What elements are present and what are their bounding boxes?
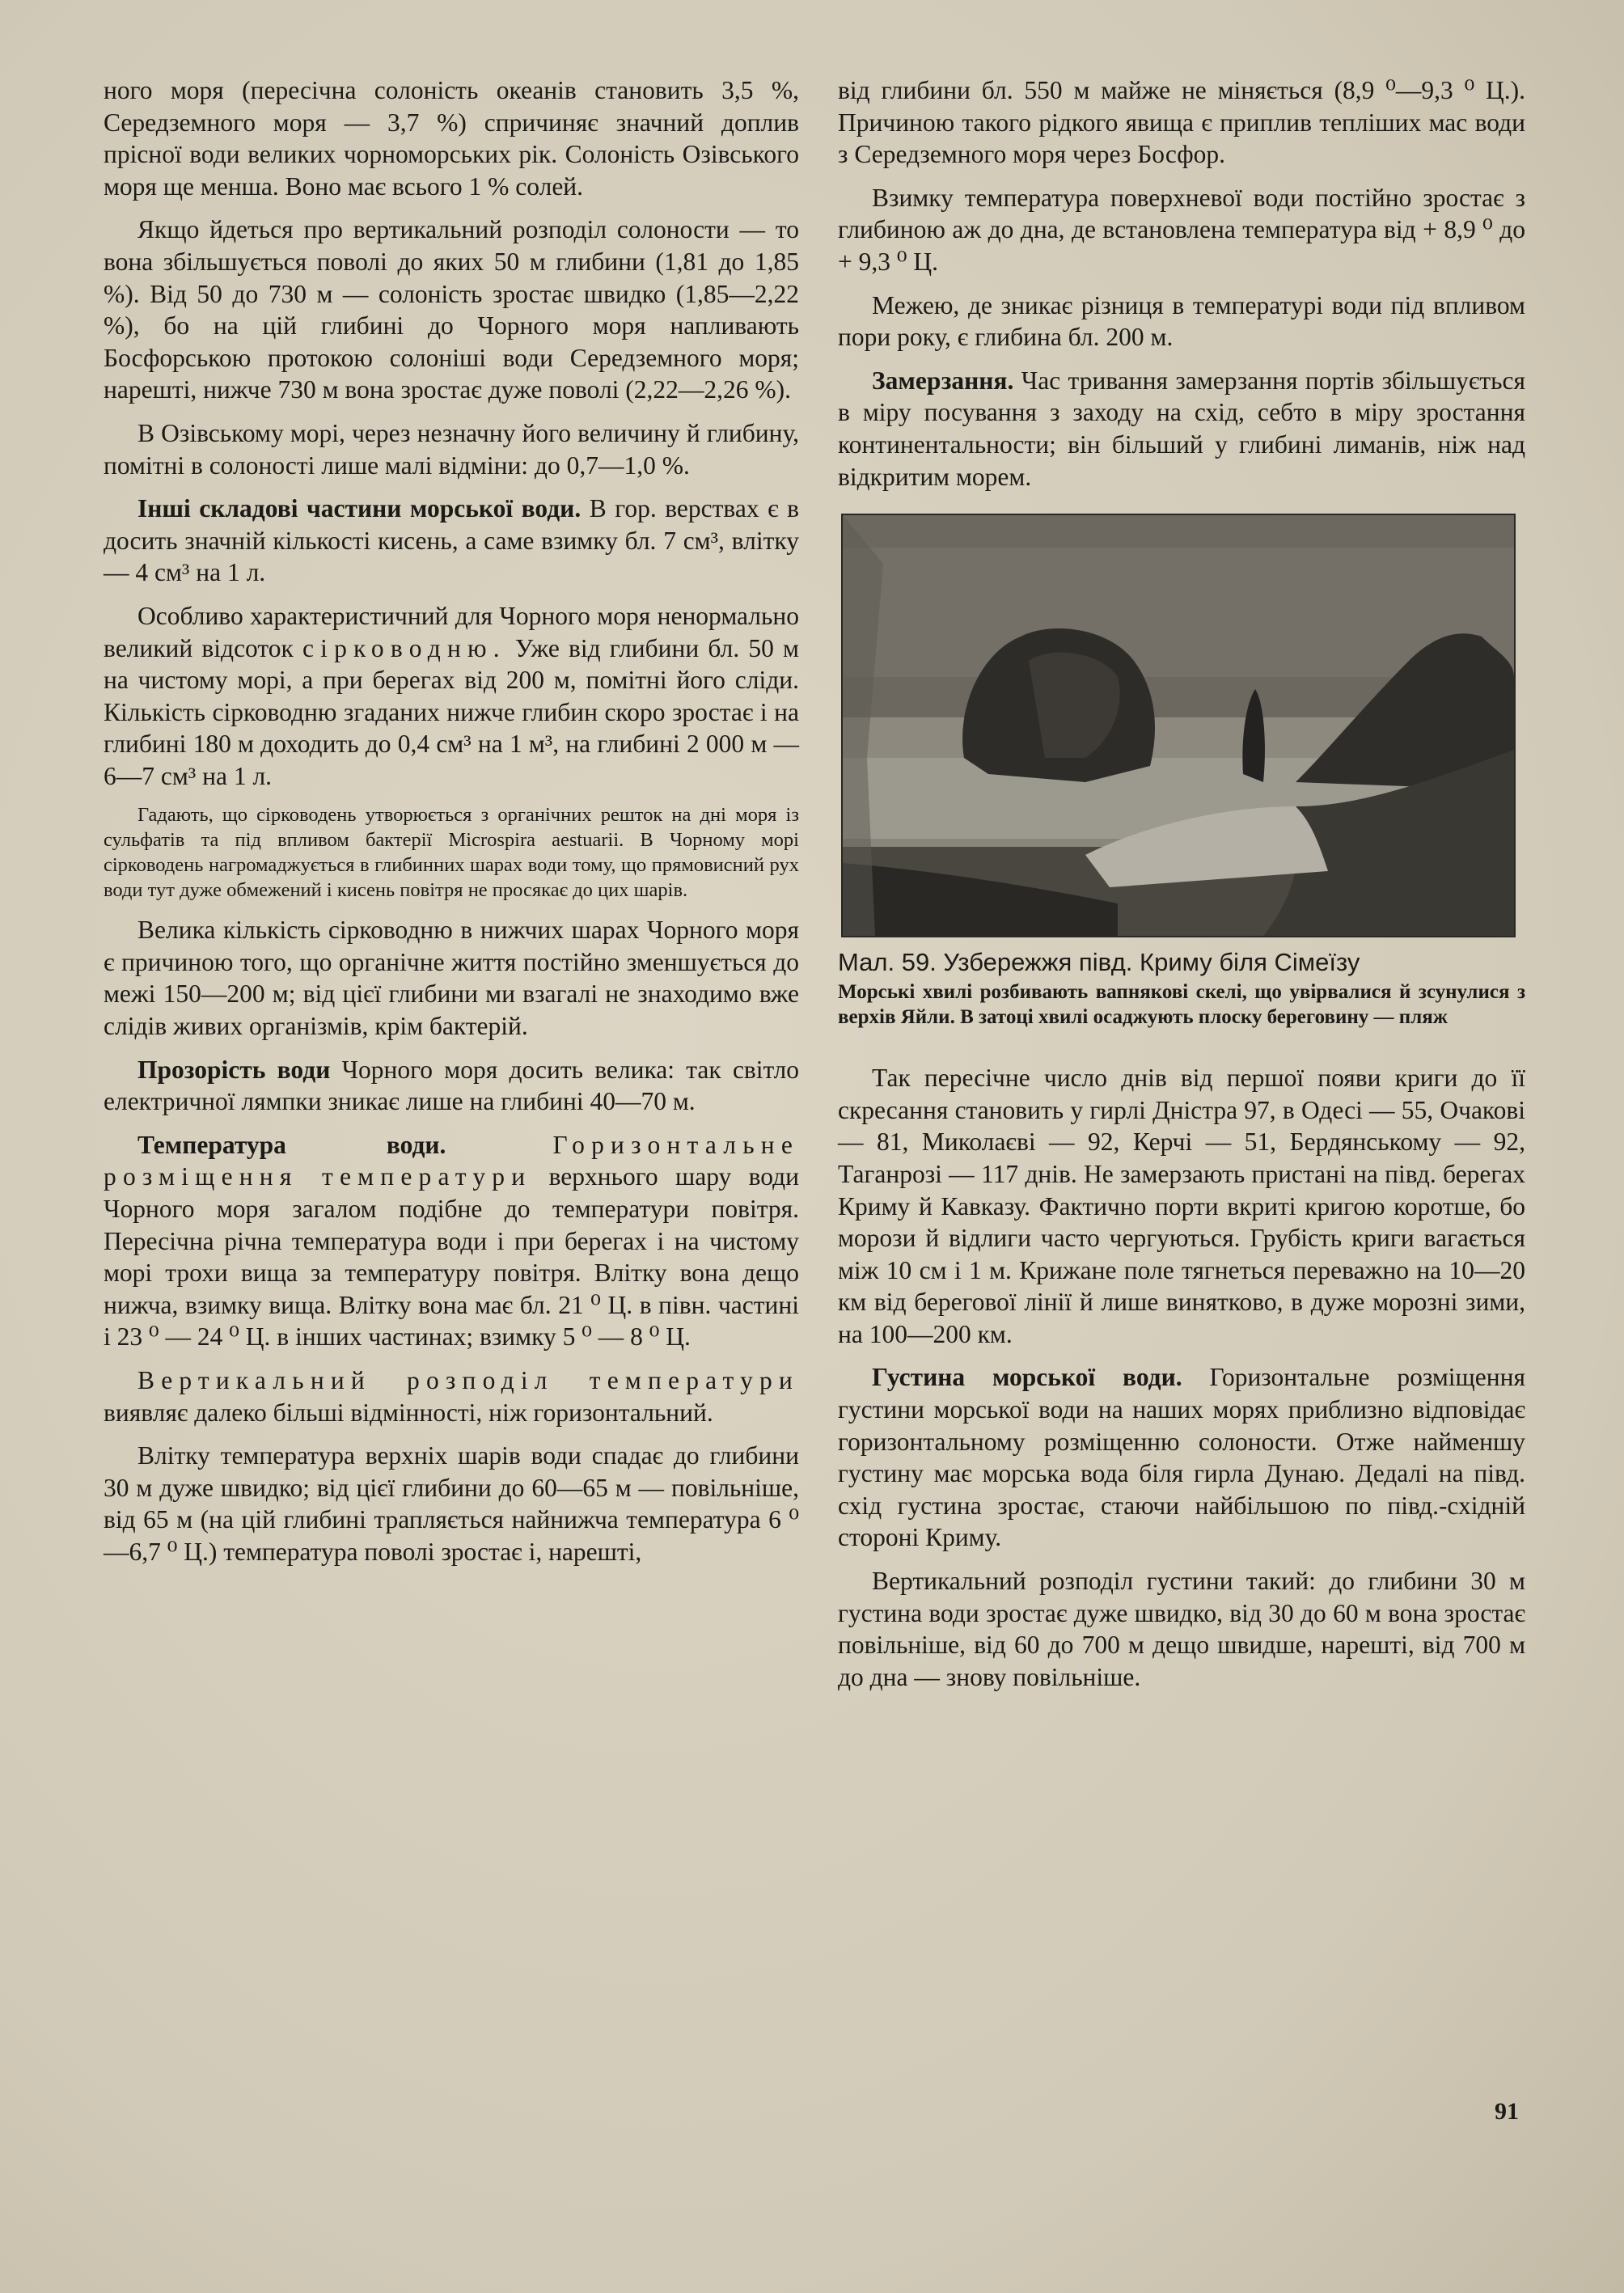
coast-photo-illustration <box>843 515 1514 936</box>
crimea-coast-photo <box>841 514 1516 937</box>
paragraph: Влітку температура верхніх шарів води спадає до глибини 30 м дуже швидко; від цієї глибини до 60—65 м — повільніше, від 65 м (на цій глибині трапляється найнижча температура 6 ⁰—6,7 ⁰ Ц.) температура поволі зростає і, нарешті, <box>104 1441 799 1566</box>
paragraph: В Озівському морі, через незначну його величину й глибину, помітні в солоності лише малі відміни: до 0,7—1,0 %. <box>104 418 799 480</box>
paragraph-text: В гор. верствах є в досить значній кількості кисень, а саме взимку бл. 7 см³, влітку — 4 см³ на 1 л. <box>104 494 799 587</box>
paragraph-text: Чорного моря досить велика: так світло електричної лямпки зникає лише на глибині 40—70 м. <box>104 1055 799 1116</box>
paragraph-text: верхнього шару води Чорного моря загалом подібне до температури повітря. Пересічна річна температура води і при берегах і на чистому морі трохи вища за температуру повітря. Влітку вона дещо нижча, взимку вища. Влітку вона має бл. 21 ⁰ Ц. в півн. частині і 23 ⁰ — 24 ⁰ Ц. в інших частинах; взимку 5 ⁰ — 8 ⁰ Ц. <box>104 1162 799 1352</box>
paragraph: Вертикальний розподіл густини такий: до глибини 30 м густина води зростає дуже швидко, від 30 до 60 м вона зростає повільніше, від 60 до 700 м дещо швидше, нарешті, від 700 м до дна — знову повільніше. <box>838 1567 1525 1691</box>
paragraph <box>838 365 1525 493</box>
section-heading: Густина морської води. <box>872 1363 1182 1392</box>
section-heading: Інші складові частини морської води. <box>137 494 582 523</box>
paragraph: Взимку температура поверхневої води постійно зростає з глибиною аж до дна, де встановлена температура від + 8,9 ⁰ до + 9,3 ⁰ Ц. <box>838 183 1525 276</box>
spaced-term: сірководню. <box>302 633 506 662</box>
paragraph: ного моря (пересічна солоність океанів становить 3,5 %, Середземного моря — 3,7 %) спричиняє значний доплив прісної води великих чорноморських рік. Солоність Озівського моря ще менша. Воно має всього 1 % солей. <box>104 76 799 201</box>
figure-caption-body: Морські хвилі розбивають вапнякові скелі, що увірвалися й зсунулися з верхів Яйли. В затоці хвилі осаджують плоску береговину — пляж <box>838 981 1525 1029</box>
paragraph-text: виявляє далеко більші відмінності, ніж горизонтальний. <box>104 1398 713 1427</box>
paragraph-text: Горизонтальне розміщення густини морської води на наших морях приблизно відповідає горизонтальному розміщенню солоности. Отже найменшу густину має морська вода біля гирла Дунаю. Дедалі на півд. схід густина зростає, стаючи найбільшою по півд.-східній стороні Криму. <box>838 1363 1525 1552</box>
figure-caption-title: Мал. 59. Узбережжя півд. Криму біля Сімеїзу <box>838 948 1360 977</box>
section-heading: Замерзання. <box>872 366 1014 395</box>
left-column <box>104 74 799 1580</box>
paragraph-text: Особливо характеристичний для Чорного моря ненормально великий відсоток <box>104 601 799 662</box>
paragraph: Межею, де зникає різниця в температурі води під впливом пори року, є глибина бл. 200 м. <box>838 290 1525 352</box>
paragraph: Так пересічне число днів від першої появи криги до її скресання становить у гирлі Дністра 97, в Одесі — 55, Очакові — 81, Миколаєві — 92, Керчі — 51, Бердянському — 92, Таганрозі — 117 днів. Не замерзають пристані на півд. берегах Криму й Кавказу. Фактично порти вкриті кригою коротше, бо морози й відлиги часто чергуються. Грубість криги вагається між 10 см і 1 м. Крижане поле тягнеться переважно на 10—20 км від берегової лінії й лише винятково, в дуже морозні зими, на 100—200 км. <box>838 1064 1525 1348</box>
paragraph: Якщо йдеться про вертикальний розподіл солоности — то вона збільшується поволі до яких 50 м глибини (1,81 до 1,85 %). Від 50 до 730 м — солоність зростає швидко (1,85—2,22 %), бо на цій глибині до Чорного моря напливають Босфорською протокою солоніші води Середземного моря; нарешті, нижче 730 м вона зростає дуже поволі (2,22—2,26 %). <box>104 215 799 404</box>
paragraph-text: Час тривання замерзання портів збільшується в міру посування з заходу на схід, себто в міру зростання континентальности; він більший у глибині лиманів, ніж над відкритим морем. <box>838 366 1525 491</box>
paragraph <box>104 1129 799 1353</box>
section-heading: Температура води. <box>137 1130 446 1159</box>
spaced-term: Горизонтальне розміщення температури <box>104 1130 799 1191</box>
paragraph: Велика кількість сірководню в нижчих шарах Чорного моря є причиною того, що органічне життя постійно зменшується до межі 150—200 м; від цієї глибини ми взагалі не знаходимо вже слідів живих організмів, крім бактерій. <box>104 916 799 1041</box>
page-number: 91 <box>1495 2098 1519 2125</box>
paragraph <box>104 1054 799 1118</box>
spaced-term: Вертикальний розподіл температури <box>137 1366 799 1394</box>
right-column <box>838 74 1525 1704</box>
paragraph <box>104 1364 799 1428</box>
section-heading: Прозорість води <box>137 1055 331 1084</box>
paragraph <box>104 600 799 793</box>
paragraph <box>838 1361 1525 1554</box>
paragraph-text: Уже від глибини бл. 50 м на чистому морі, а при берегах від 200 м, помітні його сліди. Кількість сірководню згаданих нижче глибин скоро зростає і на глибині 180 м доходить до 0,4 см³ на 1 м³, на глибині 2 000 м — 6—7 см³ на 1 л. <box>104 633 799 790</box>
footnote-paragraph: Гадають, що сірководень утворюється з органічних решток на дні моря із сульфатів та під впливом бактерії Microspira aestuarii. В Чорному морі сірководень нагромаджується в глибинних шарах води тому, що прямовисний рух води тут дуже обмежений і кисень повітря не просякає до цих шарів. <box>104 804 799 901</box>
paragraph <box>104 493 799 589</box>
paragraph: від глибини бл. 550 м майже не міняється (8,9 ⁰—9,3 ⁰ Ц.). Причиною такого рідкого явища є приплив тепліших мас води з Середземного моря через Босфор. <box>838 76 1525 169</box>
